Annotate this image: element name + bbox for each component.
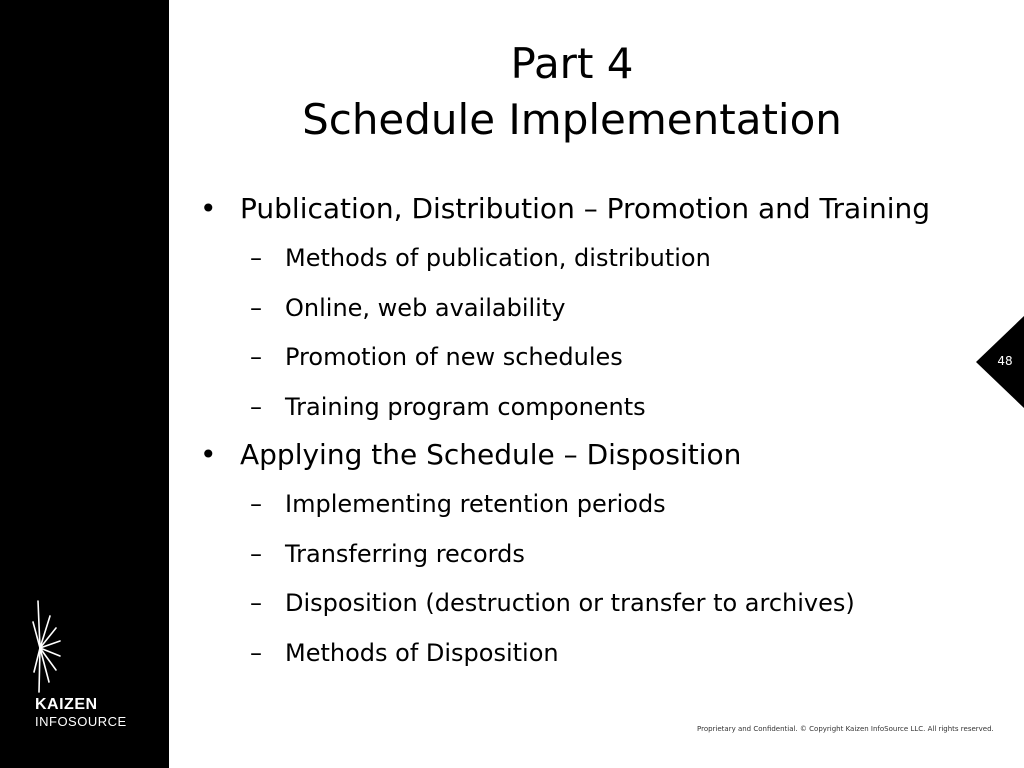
- title-line-2: Schedule Implementation: [302, 95, 842, 144]
- logo-name: KAIZEN: [35, 696, 98, 713]
- dash-marker: –: [250, 244, 262, 272]
- bullet-text: Publication, Distribution – Promotion and Training: [240, 192, 931, 225]
- dash-marker: –: [250, 539, 262, 568]
- sub-bullet-item: [200, 284, 940, 334]
- dash-marker: –: [250, 589, 262, 617]
- sub-bullet-text: Training program components: [285, 392, 646, 421]
- sub-bullet-text: Transferring records: [285, 539, 525, 568]
- sub-bullet-item: [200, 629, 940, 679]
- bullet-item: [200, 432, 940, 478]
- dash-marker: –: [250, 490, 262, 518]
- slide-title: [169, 36, 975, 148]
- logo-subname: INFOSOURCE: [35, 714, 127, 729]
- bullet-text: Applying the Schedule – Disposition: [240, 438, 742, 471]
- sub-bullet-item: [200, 579, 940, 629]
- page-number: 48: [997, 354, 1013, 368]
- bullet-item: [200, 186, 940, 232]
- dash-marker: –: [250, 293, 262, 322]
- sub-bullet-text: Implementing retention periods: [285, 490, 666, 518]
- sub-bullet-item: [200, 333, 940, 383]
- sub-bullet-text: Online, web availability: [285, 293, 566, 322]
- sidebar: [0, 0, 169, 768]
- dash-marker: –: [250, 343, 262, 371]
- bullet-marker: •: [200, 192, 217, 225]
- sub-bullet-item: [200, 480, 940, 530]
- sub-bullet-text: Promotion of new schedules: [285, 343, 623, 371]
- sub-bullet-item: [200, 234, 940, 284]
- copyright-footer: Proprietary and Confidential. © Copyright Kaizen InfoSource LLC. All rights reserved.: [697, 725, 994, 733]
- sub-bullet-item: [200, 530, 940, 580]
- dash-marker: –: [250, 638, 262, 667]
- title-line-1: Part 4: [510, 39, 634, 88]
- bullet-marker: •: [200, 438, 217, 471]
- starburst-icon: [30, 598, 90, 694]
- sub-bullet-text: Methods of Disposition: [285, 638, 559, 667]
- dash-marker: –: [250, 392, 262, 421]
- sub-bullet-text: Disposition (destruction or transfer to archives): [285, 589, 855, 617]
- sub-bullet-text: Methods of publication, distribution: [285, 244, 711, 272]
- sub-bullet-item: [200, 383, 940, 433]
- slide-body: [200, 186, 940, 678]
